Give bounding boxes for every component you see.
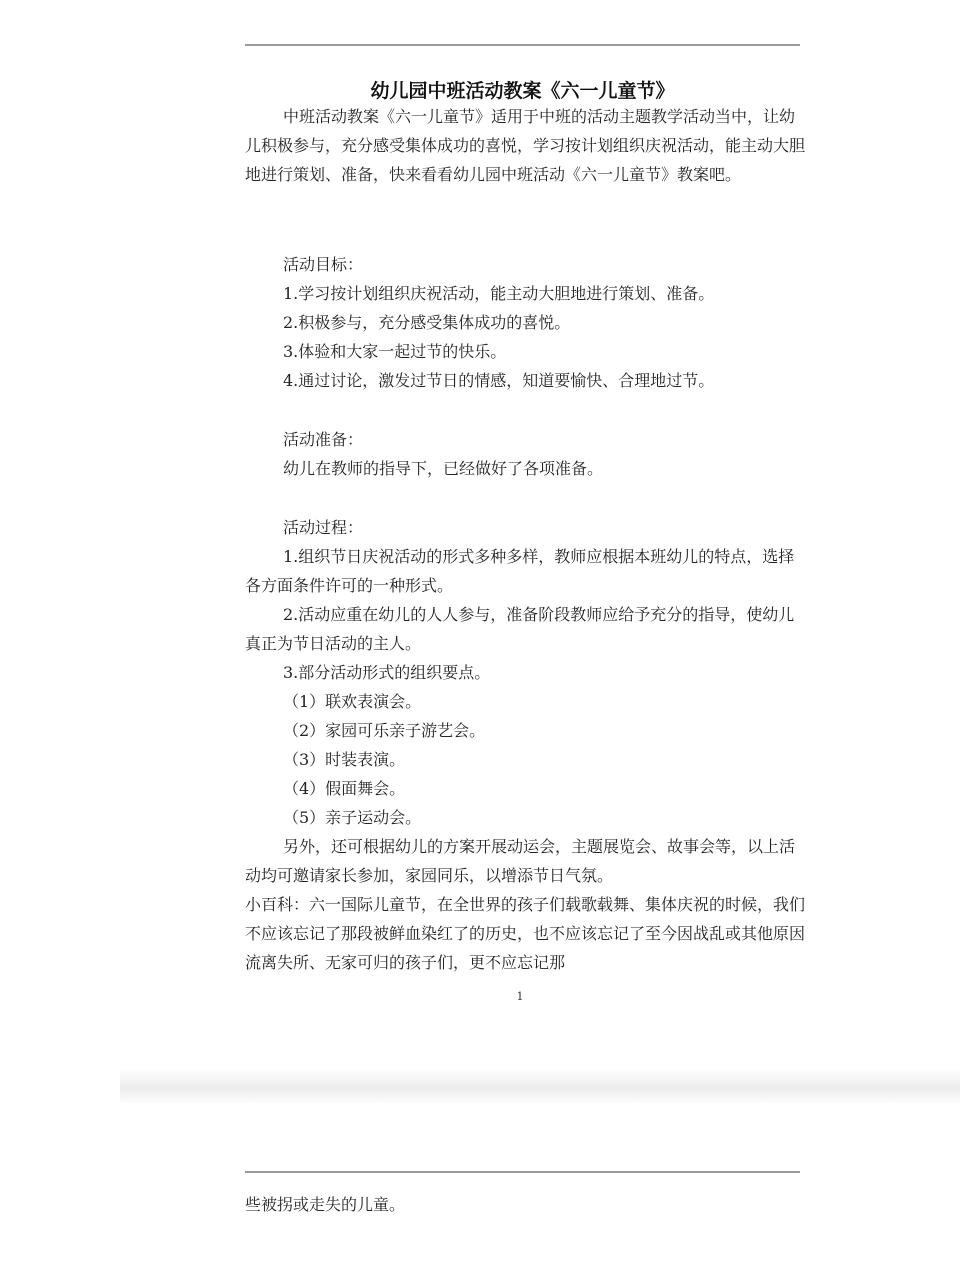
prep-text: 幼儿在教师的指导下，已经做好了各项准备。: [283, 459, 604, 478]
page2-continuation: 些被拐或走失的儿童。: [245, 1195, 406, 1214]
form-item: （5）亲子运动会。: [283, 808, 422, 827]
process-step-3: 3.部分活动形式的组织要点。: [283, 663, 491, 682]
page-break: [120, 1068, 960, 1104]
form-item: （4）假面舞会。: [283, 779, 406, 798]
encyclopedia-note: 小百科：六一国际儿童节，在全世界的孩子们载歌载舞、集体庆祝的时候，我们不应该忘记了那段被鲜血染红了的历史，也不应该忘记了至今因战乱或其他原因流离失所、无家可归的孩子们，更不应忘记那: [245, 895, 806, 972]
goal-item: 3.体验和大家一起过节的快乐。: [283, 342, 507, 361]
process-heading: 活动过程：: [283, 518, 364, 537]
process-step-2: 2.活动应重在幼儿的人人参与，准备阶段教师应给予充分的指导，使幼儿真正为节日活动的主人。: [245, 605, 795, 653]
page-number: 1: [516, 990, 524, 1003]
process-step-1: 1.组织节日庆祝活动的形式多种多样，教师应根据本班幼儿的特点，选择各方面条件许可的一种形式。: [245, 547, 795, 595]
document-title: 幼儿园中班活动教案《六一儿童节》: [370, 79, 675, 102]
prep-section: [245, 425, 805, 483]
form-item: （3）时装表演。: [283, 750, 406, 769]
page2-top-rule: [245, 1171, 800, 1173]
goal-item: 2.积极参与，充分感受集体成功的喜悦。: [283, 313, 571, 332]
form-item: （1）联欢表演会。: [283, 692, 422, 711]
goals-heading: 活动目标：: [283, 255, 364, 274]
prep-heading: 活动准备：: [283, 430, 364, 449]
page-top-rule: [245, 44, 800, 46]
intro-text: 中班活动教案《六一儿童节》适用于中班的活动主题教学活动当中，让幼儿积极参与，充分感受集体成功的喜悦，学习按计划组织庆祝活动，能主动大胆地进行策划、准备，快来看看幼儿园中班活动《六一儿童节》教案吧。: [245, 107, 806, 184]
goal-item: 1.学习按计划组织庆祝活动，能主动大胆地进行策划、准备。: [283, 284, 715, 303]
extra-paragraph: 另外，还可根据幼儿的方案开展动运会，主题展览会、故事会等，以上活动均可邀请家长参加，家园同乐，以增添节日气氛。: [245, 837, 796, 885]
goal-item: 4.通过讨论，激发过节日的情感，知道要愉快、合理地过节。: [283, 371, 715, 390]
intro-paragraph: [245, 102, 805, 189]
form-item: （2）家园可乐亲子游艺会。: [283, 721, 486, 740]
process-section: [245, 513, 805, 977]
goals-section: [245, 250, 805, 395]
